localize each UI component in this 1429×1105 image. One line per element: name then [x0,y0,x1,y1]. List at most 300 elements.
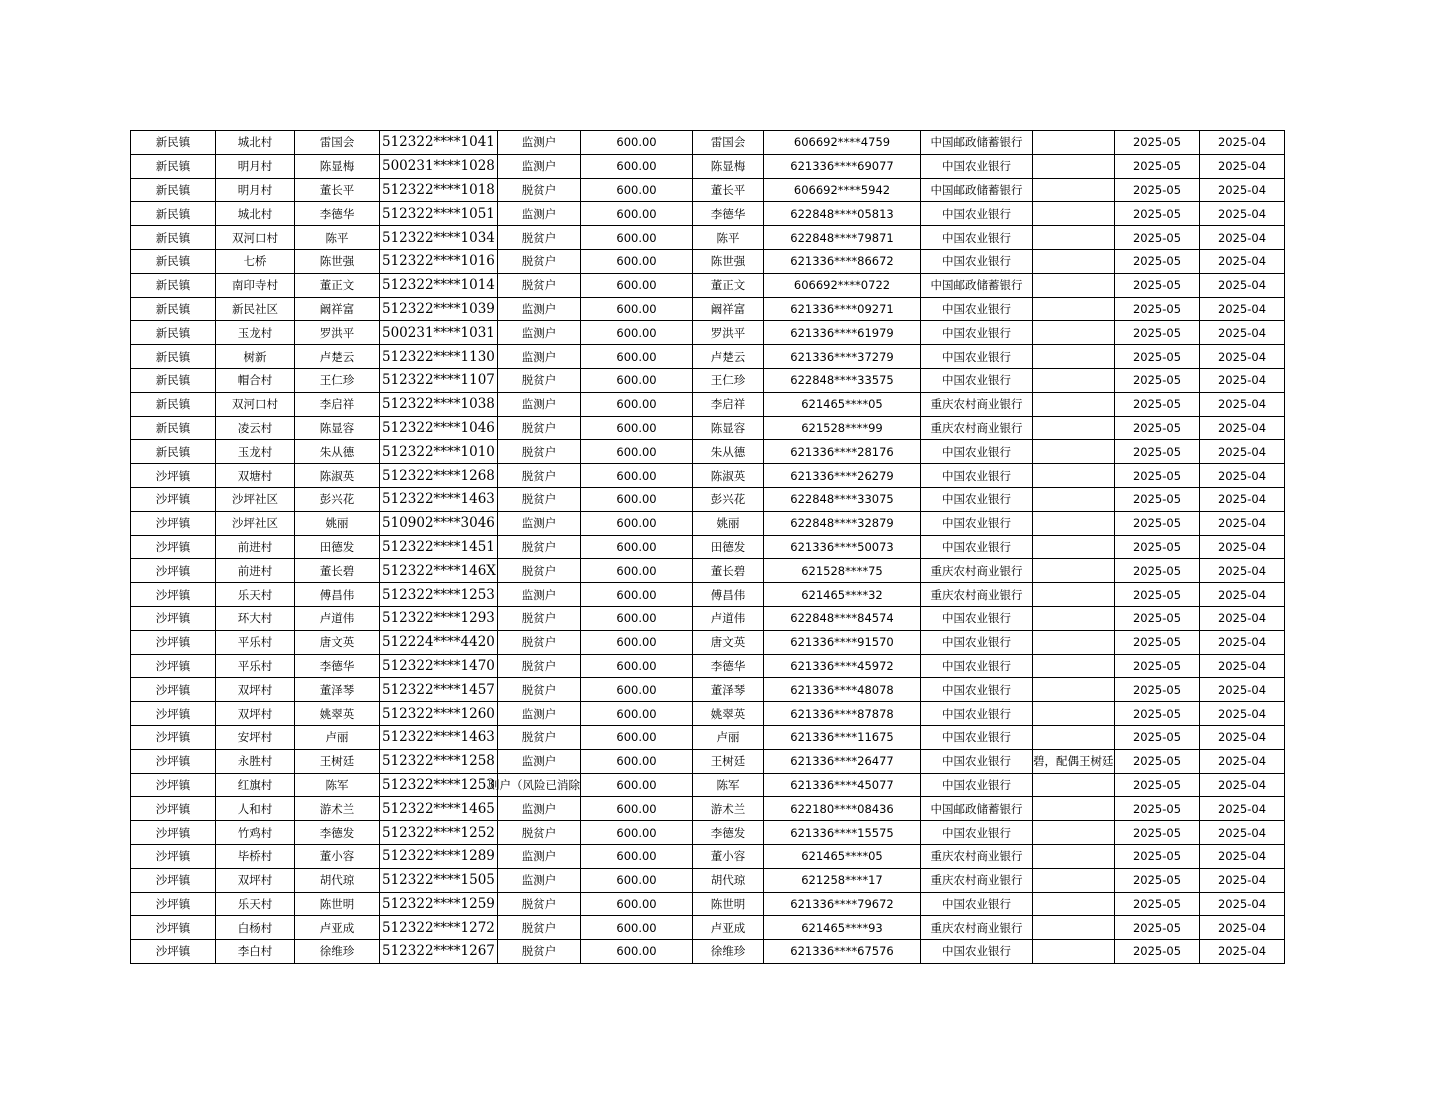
payee-cell: 卢亚成 [693,916,764,940]
account-cell: 621336****50073 [764,535,921,559]
issue-month-cell: 2025-05 [1115,797,1200,821]
name-cell: 陈淑英 [295,464,380,488]
town-cell: 新民镇 [131,154,216,178]
name-cell: 董小容 [295,844,380,868]
account-cell: 621336****87878 [764,702,921,726]
bank-cell: 中国农业银行 [921,368,1033,392]
table-row [131,821,1285,845]
period-month-cell: 2025-04 [1200,773,1285,797]
bank-cell: 中国农业银行 [921,630,1033,654]
village-cell: 红旗村 [216,773,295,797]
payee-cell: 李德华 [693,654,764,678]
issue-month-cell: 2025-05 [1115,392,1200,416]
table-row [131,297,1285,321]
note-cell [1033,725,1115,749]
period-month-cell: 2025-04 [1200,154,1285,178]
bank-cell: 重庆农村商业银行 [921,392,1033,416]
period-month-cell: 2025-04 [1200,392,1285,416]
town-cell: 新民镇 [131,321,216,345]
account-cell: 622848****33075 [764,487,921,511]
village-cell: 双塘村 [216,464,295,488]
id-number-cell: 512322****1016 [380,249,498,273]
table-row [131,226,1285,250]
note-cell [1033,797,1115,821]
household-type-cell: 脱贫户 [498,368,581,392]
village-cell: 平乐村 [216,654,295,678]
issue-month-cell: 2025-05 [1115,440,1200,464]
id-number-cell: 512322****1039 [380,297,498,321]
amount-cell: 600.00 [581,702,693,726]
amount-cell: 600.00 [581,678,693,702]
note-cell [1033,440,1115,464]
issue-month-cell: 2025-05 [1115,892,1200,916]
note-cell [1033,868,1115,892]
household-type-cell: 监测户 [498,154,581,178]
id-number-cell: 512322****1010 [380,440,498,464]
town-cell: 沙坪镇 [131,821,216,845]
household-type-cell: 脱贫户 [498,940,581,964]
household-type-cell: 脱贫户 [498,416,581,440]
note-cell [1033,773,1115,797]
town-cell: 沙坪镇 [131,916,216,940]
amount-cell: 600.00 [581,226,693,250]
village-cell: 沙坪社区 [216,511,295,535]
village-cell: 乐天村 [216,583,295,607]
note-cell [1033,321,1115,345]
name-cell: 朱从德 [295,440,380,464]
id-number-cell: 512322****1107 [380,368,498,392]
household-type-cell: 脱贫户 [498,249,581,273]
village-cell: 玉龙村 [216,321,295,345]
table-row [131,321,1285,345]
period-month-cell: 2025-04 [1200,678,1285,702]
town-cell: 新民镇 [131,249,216,273]
town-cell: 新民镇 [131,178,216,202]
town-cell: 沙坪镇 [131,606,216,630]
id-number-cell: 500231****1028 [380,154,498,178]
payee-cell: 陈淑英 [693,464,764,488]
table-row [131,773,1285,797]
id-number-cell: 512322****1046 [380,416,498,440]
note-cell [1033,178,1115,202]
table-row [131,511,1285,535]
account-cell: 622848****32879 [764,511,921,535]
name-cell: 陈显梅 [295,154,380,178]
id-number-cell: 512322****1253 [380,773,498,797]
village-cell: 永胜村 [216,749,295,773]
bank-cell: 中国农业银行 [921,464,1033,488]
name-cell: 李德发 [295,821,380,845]
village-cell: 双坪村 [216,868,295,892]
household-type-cell: 脱贫户 [498,535,581,559]
amount-cell: 600.00 [581,345,693,369]
payee-cell: 李德华 [693,202,764,226]
period-month-cell: 2025-04 [1200,464,1285,488]
id-number-cell: 512322****1293 [380,606,498,630]
issue-month-cell: 2025-05 [1115,773,1200,797]
account-cell: 621336****26477 [764,749,921,773]
town-cell: 沙坪镇 [131,868,216,892]
period-month-cell: 2025-04 [1200,940,1285,964]
town-cell: 沙坪镇 [131,559,216,583]
name-cell: 姚丽 [295,511,380,535]
bank-cell: 重庆农村商业银行 [921,416,1033,440]
town-cell: 沙坪镇 [131,487,216,511]
note-cell [1033,702,1115,726]
bank-cell: 中国农业银行 [921,749,1033,773]
period-month-cell: 2025-04 [1200,702,1285,726]
name-cell: 董泽琴 [295,678,380,702]
amount-cell: 600.00 [581,368,693,392]
period-month-cell: 2025-04 [1200,725,1285,749]
town-cell: 新民镇 [131,297,216,321]
village-cell: 双河口村 [216,392,295,416]
id-number-cell: 512322****1457 [380,678,498,702]
bank-cell: 中国农业银行 [921,606,1033,630]
amount-cell: 600.00 [581,559,693,583]
payee-cell: 姚翠英 [693,702,764,726]
issue-month-cell: 2025-05 [1115,226,1200,250]
village-cell: 竹鸡村 [216,821,295,845]
household-type-cell: 则户（风险已消除 [498,773,581,797]
amount-cell: 600.00 [581,821,693,845]
village-cell: 沙坪社区 [216,487,295,511]
payee-cell: 董泽琴 [693,678,764,702]
table-row [131,178,1285,202]
id-number-cell: 512322****1260 [380,702,498,726]
table-row [131,868,1285,892]
name-cell: 陈显容 [295,416,380,440]
bank-cell: 重庆农村商业银行 [921,583,1033,607]
issue-month-cell: 2025-05 [1115,345,1200,369]
issue-month-cell: 2025-05 [1115,821,1200,845]
household-type-cell: 监测户 [498,702,581,726]
issue-month-cell: 2025-05 [1115,297,1200,321]
table-row [131,416,1285,440]
town-cell: 沙坪镇 [131,797,216,821]
period-month-cell: 2025-04 [1200,654,1285,678]
name-cell: 陈世强 [295,249,380,273]
account-cell: 621336****79672 [764,892,921,916]
note-cell [1033,583,1115,607]
village-cell: 前进村 [216,535,295,559]
town-cell: 新民镇 [131,226,216,250]
household-type-cell: 脱贫户 [498,892,581,916]
account-cell: 621336****28176 [764,440,921,464]
account-cell: 622848****79871 [764,226,921,250]
account-cell: 621336****45077 [764,773,921,797]
note-cell [1033,844,1115,868]
period-month-cell: 2025-04 [1200,297,1285,321]
payee-cell: 田德发 [693,535,764,559]
bank-cell: 中国农业银行 [921,226,1033,250]
period-month-cell: 2025-04 [1200,249,1285,273]
household-type-cell: 脱贫户 [498,440,581,464]
amount-cell: 600.00 [581,606,693,630]
amount-cell: 600.00 [581,844,693,868]
bank-cell: 中国农业银行 [921,345,1033,369]
note-cell [1033,916,1115,940]
note-cell [1033,249,1115,273]
issue-month-cell: 2025-05 [1115,749,1200,773]
household-type-cell: 监测户 [498,797,581,821]
household-type-cell: 监测户 [498,297,581,321]
bank-cell: 中国农业银行 [921,725,1033,749]
village-cell: 凌云村 [216,416,295,440]
note-cell [1033,154,1115,178]
id-number-cell: 512322****1253 [380,583,498,607]
household-type-cell: 脱贫户 [498,226,581,250]
village-cell: 七桥 [216,249,295,273]
period-month-cell: 2025-04 [1200,131,1285,155]
payee-cell: 董长平 [693,178,764,202]
account-cell: 621465****93 [764,916,921,940]
amount-cell: 600.00 [581,535,693,559]
table-row [131,440,1285,464]
issue-month-cell: 2025-05 [1115,154,1200,178]
id-number-cell: 512322****1470 [380,654,498,678]
bank-cell: 中国农业银行 [921,154,1033,178]
period-month-cell: 2025-04 [1200,202,1285,226]
bank-cell: 中国农业银行 [921,702,1033,726]
town-cell: 新民镇 [131,416,216,440]
note-cell [1033,559,1115,583]
name-cell: 卢道伟 [295,606,380,630]
payee-cell: 姚丽 [693,511,764,535]
bank-cell: 中国农业银行 [921,940,1033,964]
household-type-cell: 监测户 [498,844,581,868]
household-type-cell: 脱贫户 [498,821,581,845]
town-cell: 沙坪镇 [131,535,216,559]
payee-cell: 陈世明 [693,892,764,916]
issue-month-cell: 2025-05 [1115,606,1200,630]
issue-month-cell: 2025-05 [1115,583,1200,607]
id-number-cell: 512322****1505 [380,868,498,892]
account-cell: 621336****48078 [764,678,921,702]
period-month-cell: 2025-04 [1200,416,1285,440]
issue-month-cell: 2025-05 [1115,368,1200,392]
name-cell: 陈军 [295,773,380,797]
bank-cell: 重庆农村商业银行 [921,844,1033,868]
bank-cell: 重庆农村商业银行 [921,916,1033,940]
account-cell: 606692****5942 [764,178,921,202]
id-number-cell: 512322****1014 [380,273,498,297]
village-cell: 明月村 [216,154,295,178]
period-month-cell: 2025-04 [1200,511,1285,535]
amount-cell: 600.00 [581,202,693,226]
id-number-cell: 512322****1051 [380,202,498,226]
town-cell: 沙坪镇 [131,511,216,535]
issue-month-cell: 2025-05 [1115,178,1200,202]
table-row [131,606,1285,630]
payee-cell: 陈平 [693,226,764,250]
amount-cell: 600.00 [581,725,693,749]
table-row [131,154,1285,178]
payee-cell: 卢楚云 [693,345,764,369]
issue-month-cell: 2025-05 [1115,654,1200,678]
amount-cell: 600.00 [581,131,693,155]
period-month-cell: 2025-04 [1200,487,1285,511]
amount-cell: 600.00 [581,797,693,821]
household-type-cell: 脱贫户 [498,678,581,702]
note-cell [1033,226,1115,250]
account-cell: 621465****05 [764,392,921,416]
account-cell: 621336****61979 [764,321,921,345]
name-cell: 游术兰 [295,797,380,821]
village-cell: 白杨村 [216,916,295,940]
id-number-cell: 512322****1268 [380,464,498,488]
household-type-cell: 脱贫户 [498,630,581,654]
name-cell: 徐维珍 [295,940,380,964]
issue-month-cell: 2025-05 [1115,725,1200,749]
period-month-cell: 2025-04 [1200,583,1285,607]
village-cell: 明月村 [216,178,295,202]
id-number-cell: 512322****1451 [380,535,498,559]
table-row [131,678,1285,702]
village-cell: 双坪村 [216,702,295,726]
id-number-cell: 512322****1267 [380,940,498,964]
town-cell: 新民镇 [131,345,216,369]
id-number-cell: 512322****1041 [380,131,498,155]
name-cell: 陈世明 [295,892,380,916]
name-cell: 陈平 [295,226,380,250]
village-cell: 平乐村 [216,630,295,654]
id-number-cell: 512322****1463 [380,725,498,749]
table-row [131,892,1285,916]
period-month-cell: 2025-04 [1200,226,1285,250]
payee-cell: 雷国会 [693,131,764,155]
village-cell: 树新 [216,345,295,369]
payee-cell: 朱从德 [693,440,764,464]
amount-cell: 600.00 [581,916,693,940]
amount-cell: 600.00 [581,749,693,773]
town-cell: 新民镇 [131,440,216,464]
town-cell: 沙坪镇 [131,464,216,488]
name-cell: 姚翠英 [295,702,380,726]
payee-cell: 李德发 [693,821,764,845]
account-cell: 621336****26279 [764,464,921,488]
amount-cell: 600.00 [581,440,693,464]
issue-month-cell: 2025-05 [1115,131,1200,155]
table-row [131,583,1285,607]
name-cell: 董长平 [295,178,380,202]
amount-cell: 600.00 [581,297,693,321]
payee-cell: 董小容 [693,844,764,868]
payee-cell: 唐文英 [693,630,764,654]
note-cell [1033,511,1115,535]
table-row [131,797,1285,821]
note-cell [1033,345,1115,369]
account-cell: 621465****32 [764,583,921,607]
name-cell: 卢楚云 [295,345,380,369]
account-cell: 621528****75 [764,559,921,583]
town-cell: 新民镇 [131,131,216,155]
issue-month-cell: 2025-05 [1115,559,1200,583]
note-cell [1033,368,1115,392]
bank-cell: 中国农业银行 [921,654,1033,678]
id-number-cell: 512322****1258 [380,749,498,773]
household-type-cell: 脱贫户 [498,464,581,488]
payee-cell: 董正文 [693,273,764,297]
village-cell: 南印寺村 [216,273,295,297]
household-type-cell: 监测户 [498,511,581,535]
name-cell: 傅昌伟 [295,583,380,607]
bank-cell: 中国邮政储蓄银行 [921,797,1033,821]
id-number-cell: 512322****1252 [380,821,498,845]
village-cell: 帽合村 [216,368,295,392]
village-cell: 新民社区 [216,297,295,321]
town-cell: 新民镇 [131,392,216,416]
account-cell: 621336****86672 [764,249,921,273]
account-cell: 621336****09271 [764,297,921,321]
payee-cell: 阚祥富 [693,297,764,321]
payee-cell: 胡代琼 [693,868,764,892]
name-cell: 王仁珍 [295,368,380,392]
period-month-cell: 2025-04 [1200,606,1285,630]
issue-month-cell: 2025-05 [1115,249,1200,273]
bank-cell: 中国农业银行 [921,440,1033,464]
bank-cell: 中国农业银行 [921,511,1033,535]
name-cell: 李德华 [295,654,380,678]
payee-cell: 陈军 [693,773,764,797]
table-row [131,559,1285,583]
name-cell: 雷国会 [295,131,380,155]
period-month-cell: 2025-04 [1200,535,1285,559]
table-row [131,464,1285,488]
note-cell [1033,392,1115,416]
period-month-cell: 2025-04 [1200,440,1285,464]
village-cell: 双河口村 [216,226,295,250]
payee-cell: 徐维珍 [693,940,764,964]
household-type-cell: 监测户 [498,583,581,607]
table-row [131,487,1285,511]
household-type-cell: 脱贫户 [498,725,581,749]
issue-month-cell: 2025-05 [1115,844,1200,868]
household-type-cell: 监测户 [498,392,581,416]
id-number-cell: 512322****1465 [380,797,498,821]
payee-cell: 罗洪平 [693,321,764,345]
table-row [131,749,1285,773]
account-cell: 621258****17 [764,868,921,892]
amount-cell: 600.00 [581,487,693,511]
note-cell [1033,892,1115,916]
household-type-cell: 监测户 [498,749,581,773]
payee-cell: 游术兰 [693,797,764,821]
household-type-cell: 监测户 [498,202,581,226]
town-cell: 沙坪镇 [131,630,216,654]
period-month-cell: 2025-04 [1200,749,1285,773]
table-body [131,131,1285,964]
note-cell [1033,487,1115,511]
id-number-cell: 512322****1272 [380,916,498,940]
household-type-cell: 监测户 [498,131,581,155]
account-cell: 622848****84574 [764,606,921,630]
name-cell: 卢亚成 [295,916,380,940]
period-month-cell: 2025-04 [1200,892,1285,916]
town-cell: 沙坪镇 [131,654,216,678]
issue-month-cell: 2025-05 [1115,940,1200,964]
table-row [131,202,1285,226]
id-number-cell: 512322****1463 [380,487,498,511]
amount-cell: 600.00 [581,178,693,202]
amount-cell: 600.00 [581,392,693,416]
table-row [131,368,1285,392]
town-cell: 沙坪镇 [131,773,216,797]
bank-cell: 中国邮政储蓄银行 [921,131,1033,155]
household-type-cell: 脱贫户 [498,559,581,583]
period-month-cell: 2025-04 [1200,916,1285,940]
account-cell: 621336****37279 [764,345,921,369]
